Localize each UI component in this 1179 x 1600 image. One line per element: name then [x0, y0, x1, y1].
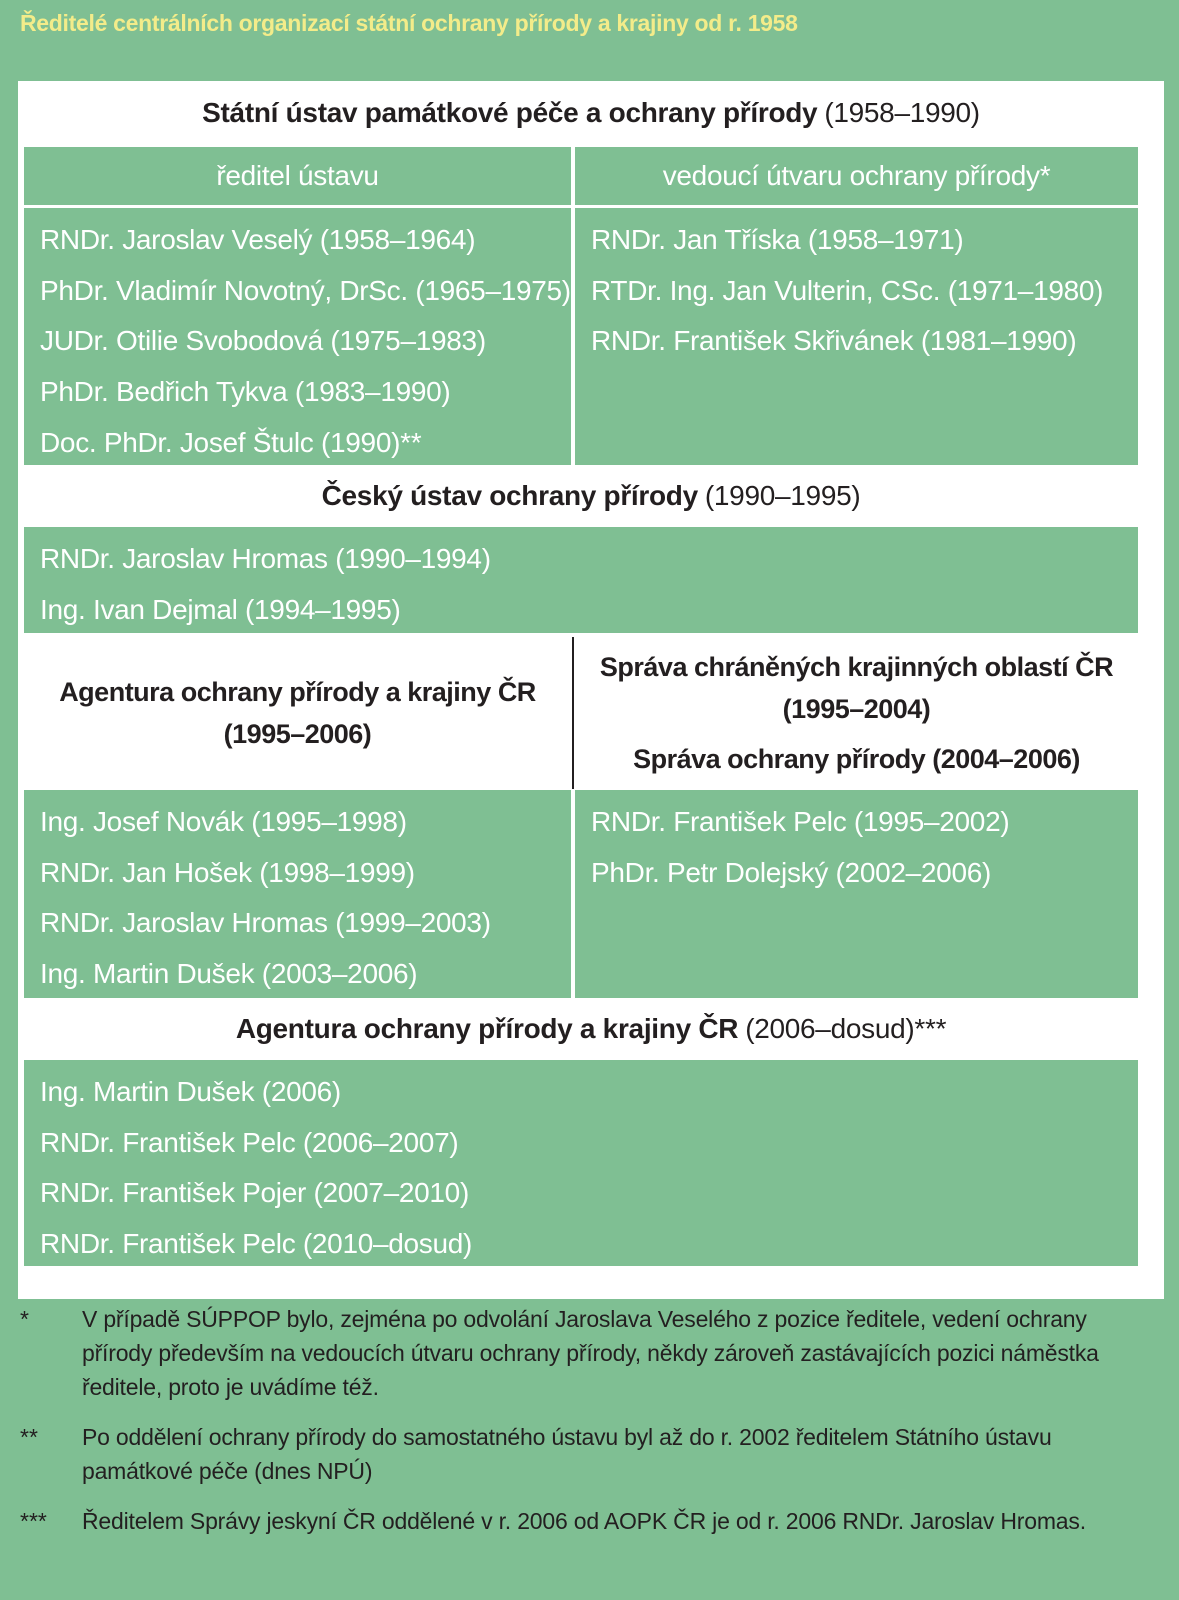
- column-header-director: [24, 147, 571, 205]
- list-item: Ing. Josef Novák (1995–1998): [40, 806, 407, 837]
- section-header-aopk-2006: [18, 1001, 1164, 1057]
- director-list-aopk-2006: [24, 1060, 1138, 1266]
- column-header-nature-unit: [575, 147, 1138, 205]
- director-list-cuop: [24, 527, 1138, 633]
- directors-table: [18, 81, 1164, 1299]
- list-item: Doc. PhDr. Josef Štulc (1990)**: [40, 426, 422, 458]
- list-item: JUDr. Otilie Svobodová (1975–1983): [40, 325, 486, 357]
- section-name: Český ústav ochrany přírody: [321, 480, 698, 511]
- section-name: Agentura ochrany přírody a krajiny ČR: [59, 677, 536, 707]
- list-item: Ing. Ivan Dejmal (1994–1995): [40, 593, 401, 625]
- list-item: RNDr. František Pojer (2007–2010): [40, 1177, 469, 1209]
- section-header-aopk-1995: [24, 637, 571, 789]
- list-item: RNDr. Jaroslav Hromas (1990–1994): [40, 543, 491, 574]
- footnote-text: [82, 1420, 1160, 1488]
- section-header-cuop: [18, 468, 1164, 524]
- footnote-mark: *: [20, 1306, 29, 1332]
- column-header-label: ředitel ústavu: [216, 160, 379, 191]
- footnote-line: ředitele, proto je uvádíme též.: [82, 1374, 379, 1400]
- list-item: RNDr. František Skřivánek (1981–1990): [591, 325, 1077, 357]
- director-list-schko: [575, 790, 1138, 998]
- list-item: Ing. Martin Dušek (2006): [40, 1076, 341, 1107]
- section-header-suppop: [18, 81, 1164, 144]
- section-name: Správa chráněných krajinných oblastí ČR: [599, 652, 1114, 682]
- list-item: RTDr. Ing. Jan Vulterin, CSc. (1971–1980): [591, 274, 1104, 306]
- list-item: PhDr. Bedřich Tykva (1983–1990): [40, 376, 451, 408]
- list-item: RNDr. František Pelc (2006–2007): [40, 1126, 459, 1158]
- section-years: (1958–1990): [824, 96, 980, 128]
- list-item: RNDr. Jan Hošek (1998–1999): [40, 856, 415, 888]
- footnote-line: Ředitelem Správy jeskyní ČR oddělené v r. 2006 od AOPK ČR je od r. 2006 RNDr. Jaroslav Hromas.: [82, 1508, 1086, 1534]
- list-item: Ing. Martin Dušek (2003–2006): [40, 958, 418, 990]
- section-header-schko: [575, 637, 1138, 789]
- footnote-text: [82, 1302, 1160, 1404]
- footnote-line: V případě SÚPPOP bylo, zejména po odvolání Jaroslava Veselého z pozice ředitele, vedení ochrany: [82, 1306, 1087, 1332]
- column-divider: [572, 637, 574, 789]
- section-name: Agentura ochrany přírody a krajiny ČR: [235, 1013, 739, 1044]
- section-years: (1995–2006): [223, 719, 372, 749]
- director-list-suppop: [24, 208, 571, 465]
- section-years: (1990–1995): [704, 480, 861, 511]
- list-item: RNDr. Jan Tříska (1958–1971): [591, 224, 964, 255]
- section-years: (2006–dosud)***: [745, 1013, 947, 1044]
- footnote-line: památkové péče (dnes NPÚ): [82, 1458, 373, 1484]
- footnote-mark: **: [20, 1424, 38, 1450]
- footnote-mark: ***: [20, 1508, 47, 1534]
- list-item: PhDr. Vladimír Novotný, DrSc. (1965–1975): [40, 274, 571, 306]
- footnote-text: [82, 1504, 1160, 1538]
- director-list-aopk-1995: [24, 790, 571, 998]
- section-years: (1995–2004): [782, 694, 931, 724]
- column-header-label: vedoucí útvaru ochrany přírody*: [662, 160, 1051, 191]
- footnote-line: Po oddělení ochrany přírody do samostatného ústavu byl až do r. 2002 ředitelem Státního ústavu: [82, 1424, 1052, 1450]
- section-name: Státní ústav památkové péče a ochrany přírody: [202, 96, 818, 128]
- list-item: RNDr. Jaroslav Hromas (1999–2003): [40, 907, 491, 939]
- list-item: RNDr. František Pelc (1995–2002): [591, 806, 1010, 837]
- unit-head-list-suppop: [575, 208, 1138, 465]
- section-name-successor: Správa ochrany přírody (2004–2006): [633, 744, 1080, 774]
- list-item: RNDr. František Pelc (2010–dosud): [40, 1228, 473, 1260]
- page-title: Ředitelé centrálních organizací státní ochrany přírody a krajiny od r. 1958: [20, 10, 798, 36]
- list-item: PhDr. Petr Dolejský (2002–2006): [591, 856, 992, 888]
- footnote-line: přírody především na vedoucích útvaru ochrany přírody, někdy zároveň zastávajících pozici náměstka: [82, 1340, 1099, 1366]
- list-item: RNDr. Jaroslav Veselý (1958–1964): [40, 224, 476, 255]
